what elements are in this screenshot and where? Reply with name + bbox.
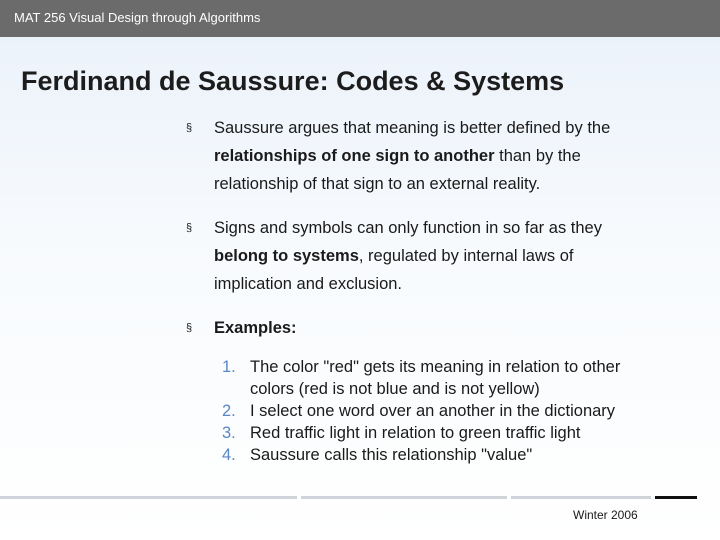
- bullet-item: [186, 214, 656, 298]
- bullet-emphasis: relationships of one sign to another: [214, 147, 495, 165]
- list-item-text: Red traffic light in relation to green traffic light: [250, 424, 581, 442]
- list-number: 2.: [222, 402, 236, 420]
- bullet-marker-icon: §: [186, 322, 193, 334]
- list-item: [222, 422, 662, 444]
- header-bar: [0, 0, 720, 37]
- footer-term: Winter 2006: [573, 508, 638, 522]
- footer-divider: [511, 496, 651, 499]
- bullet-text-after: , regulated by internal laws of implication and exclusion.: [214, 247, 574, 293]
- footer-divider: [0, 496, 297, 499]
- bullet-marker-icon: §: [186, 122, 193, 134]
- bullet-text-before: Signs and symbols can only function in so far as they: [214, 219, 602, 237]
- bullet-text: [214, 114, 656, 198]
- list-number: 4.: [222, 446, 236, 464]
- bullet-text: [214, 214, 656, 298]
- list-item: [222, 356, 662, 400]
- list-item-text: The color "red" gets its meaning in relation to other colors (red is not blue and is not yellow): [250, 358, 621, 398]
- list-item: [222, 400, 662, 422]
- list-item: [222, 444, 662, 466]
- bullet-emphasis: belong to systems: [214, 247, 359, 265]
- bullet-text: [214, 314, 656, 342]
- slide-title: Ferdinand de Saussure: Codes & Systems: [21, 66, 565, 96]
- course-title: MAT 256 Visual Design through Algorithms: [14, 10, 261, 25]
- bullet-text-before: Saussure argues that meaning is better defined by the: [214, 119, 611, 137]
- bullet-emphasis: Examples:: [214, 319, 297, 337]
- bullet-text-after: than by the relationship of that sign to an external reality.: [214, 147, 581, 193]
- list-number: 1.: [222, 358, 236, 376]
- list-item-text: I select one word over an another in the dictionary: [250, 402, 616, 420]
- list-number: 3.: [222, 424, 236, 442]
- bullet-item: [186, 314, 656, 342]
- bullet-item: [186, 114, 656, 198]
- footer-divider-accent: [655, 496, 697, 499]
- footer-divider: [301, 496, 507, 499]
- bullet-marker-icon: §: [186, 222, 193, 234]
- list-item-text: Saussure calls this relationship "value": [250, 446, 533, 464]
- examples-list: [222, 356, 662, 466]
